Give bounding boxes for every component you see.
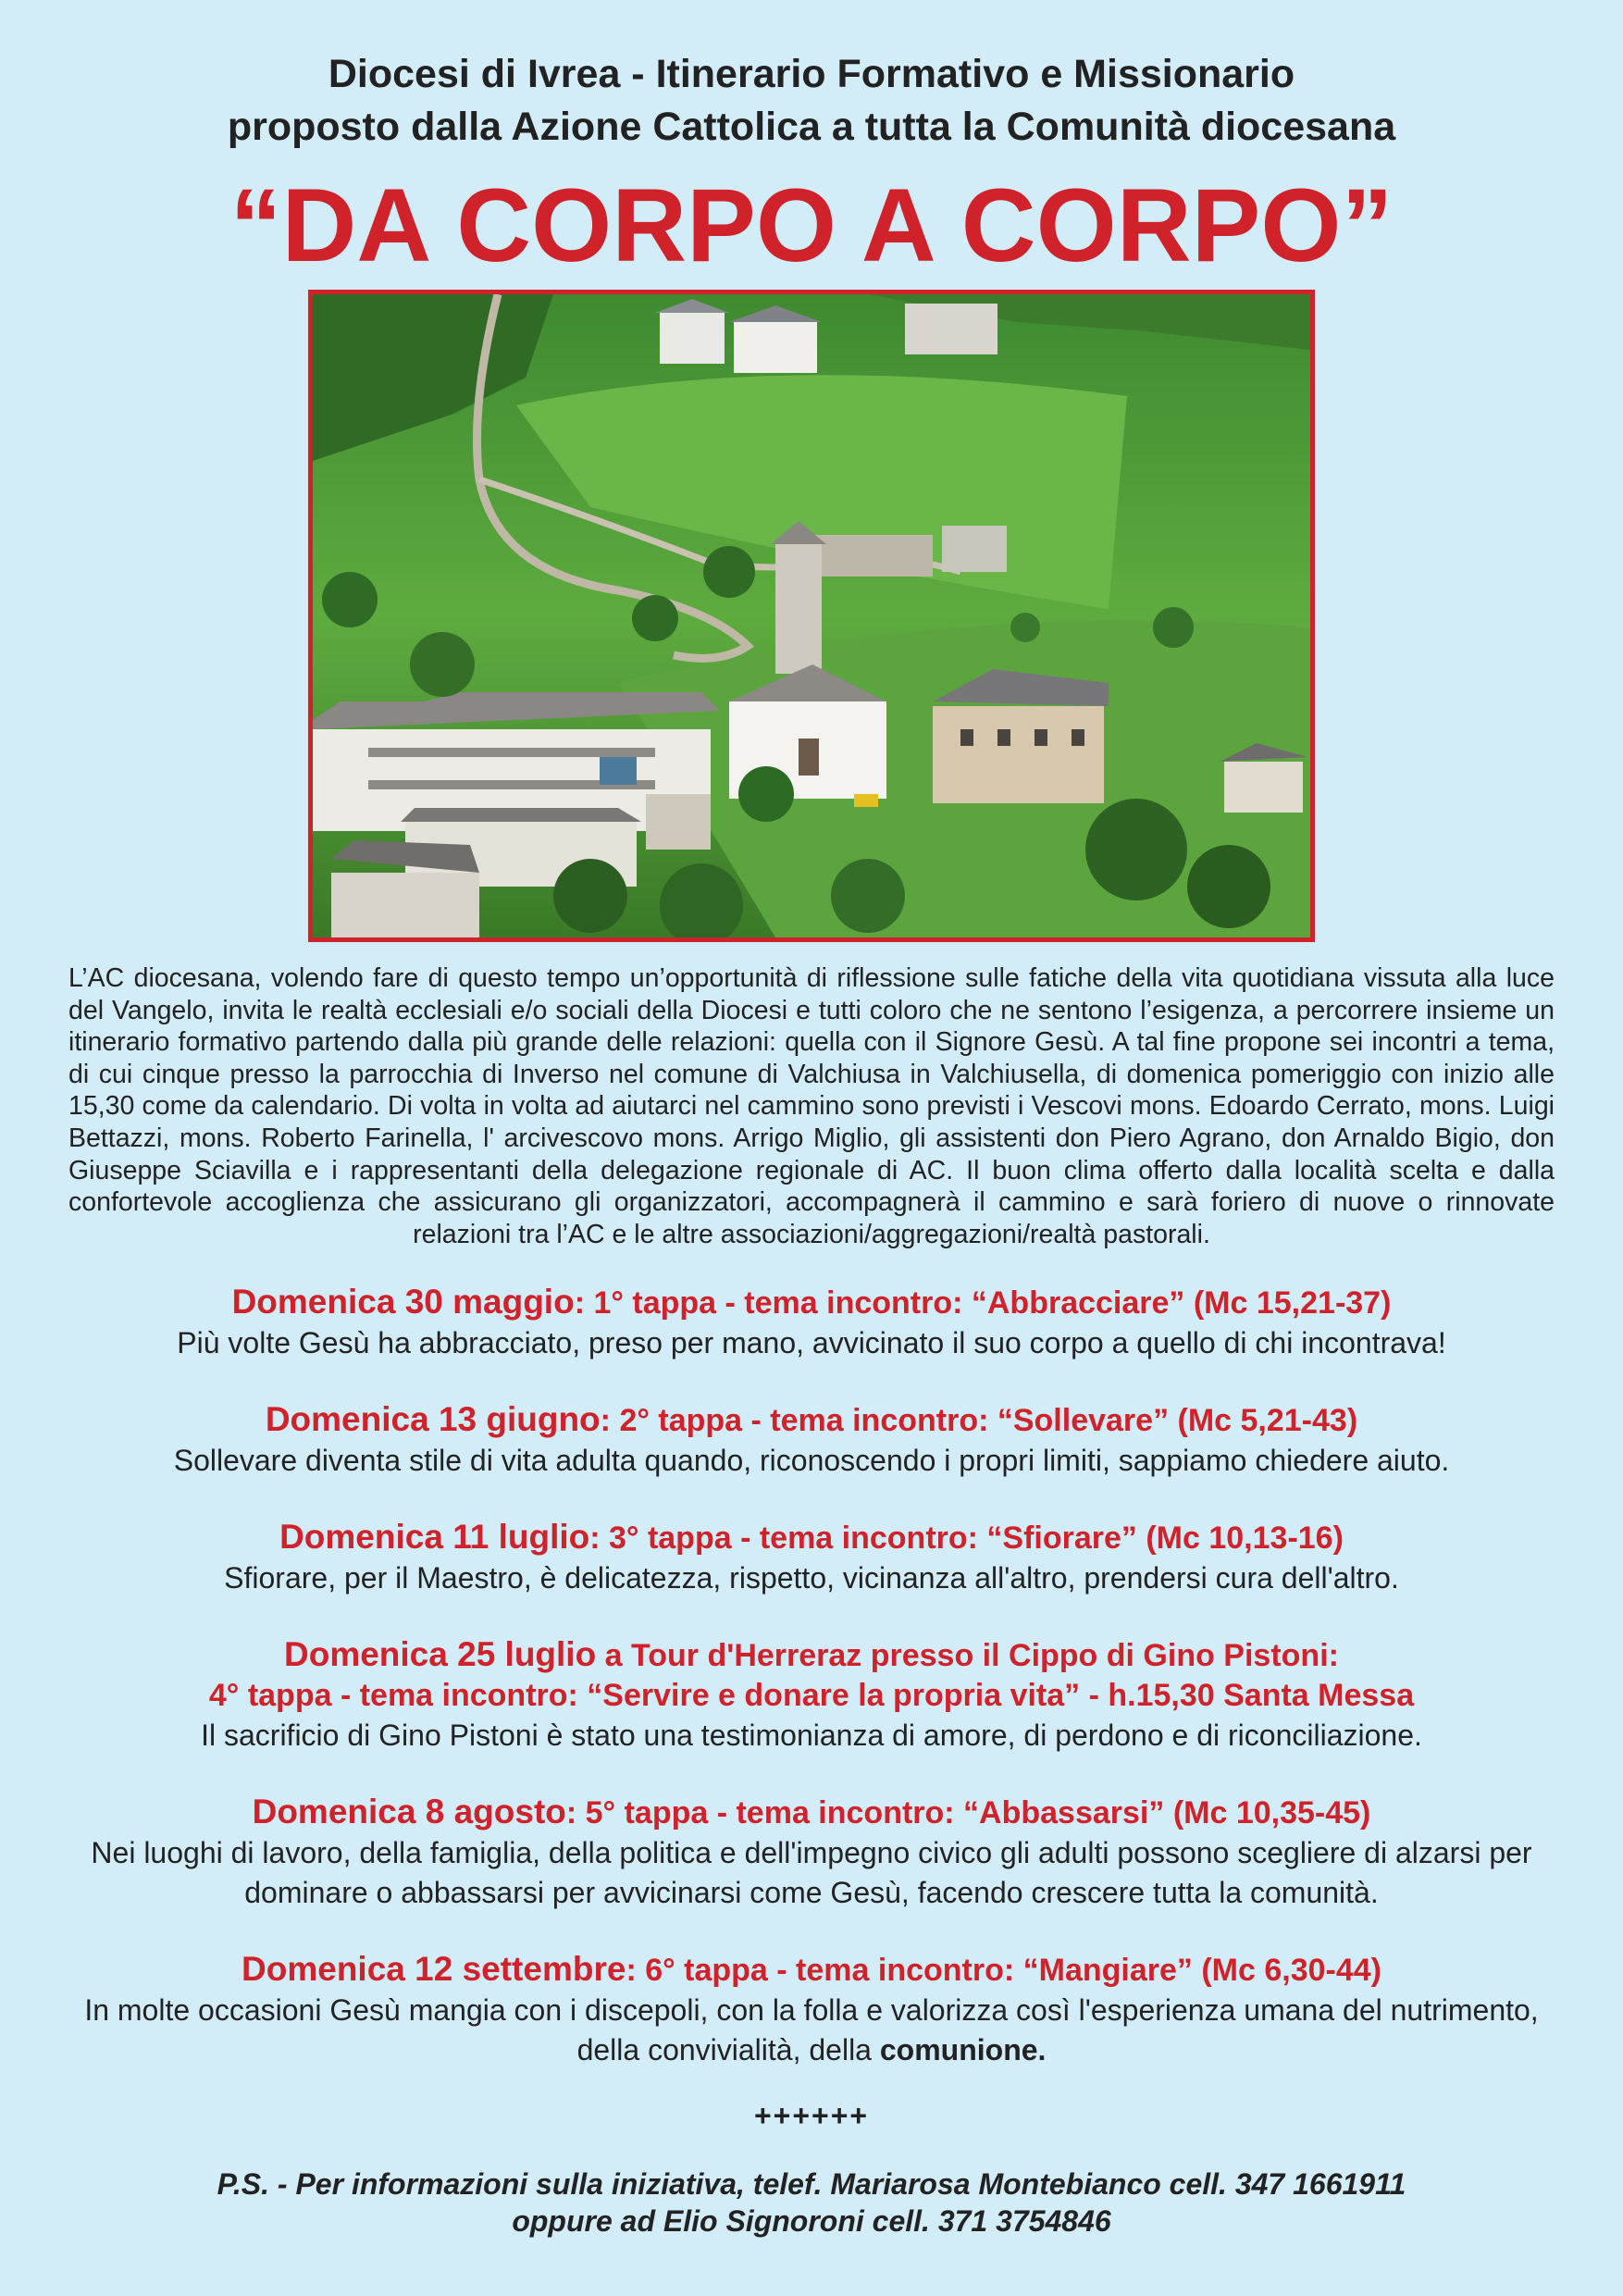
village-photo-illustration bbox=[313, 294, 1310, 937]
event-heading bbox=[56, 1399, 1567, 1441]
postscript-line-2: oppure ad Elio Signoroni cell. 371 3754846 bbox=[512, 2204, 1111, 2238]
event-description-text: In molte occasioni Gesù mangia con i discepoli, con la folla e valorizza così l'esperienza umana del nutrimento, della convivialità, della bbox=[84, 1993, 1539, 2066]
event-theme: 4° tappa - tema incontro: “Servire e donare la propria vita” - h.15,30 Santa Messa bbox=[208, 1678, 1415, 1713]
event-date: Domenica 8 agosto bbox=[252, 1793, 566, 1831]
event-description: Sfiorare, per il Maestro, è delicatezza, rispetto, vicinanza all'altro, prendersi cura dell'altro. bbox=[224, 1561, 1399, 1595]
event-date: Domenica 25 luglio bbox=[284, 1635, 597, 1673]
event-heading bbox=[56, 1634, 1567, 1676]
event-description: Nei luoghi di lavoro, della famiglia, della politica e dell'impegno civico gli adulti possono scegliere di alzarsi per dominare o abbassarsi per avvicinarsi come Gesù, facendo crescere tutta la comunità. bbox=[91, 1836, 1532, 1909]
event-4 bbox=[56, 1634, 1567, 1756]
event-3 bbox=[56, 1517, 1567, 1598]
event-heading bbox=[56, 1792, 1567, 1833]
event-theme: : 3° tappa - tema incontro: “Sfiorare” (Mc 10,13-16) bbox=[589, 1520, 1344, 1556]
event-5 bbox=[56, 1792, 1567, 1913]
event-location: a Tour d'Herreraz presso il Cippo di Gino Pistoni: bbox=[596, 1638, 1339, 1673]
intro-paragraph: L’AC diocesana, volendo fare di questo tempo un’opportunità di riflessione sulle fatiche della vita quotidiana vissuta alla luce del Vangelo, invita le realtà ecclesiali e/o sociali della Diocesi e tutti coloro che ne sentono l’esigenza, a percorrere insieme un itinerario formativo partendo dalla più grande delle relazioni: quella con il Signore Gesù. A tal fine propone sei incontri a tema, di cui cinque presso la parrocchia di Inverso nel comune di Valchiusa in Valchiusella, di domenica pomeriggio con inizio alle 15,30 come da calendario. Di volta in volta ad aiutarci nel cammino sono previsti i Vescovi mons. Edoardo Cerrato, mons. Luigi Bettazzi, mons. Roberto Farinella, l' arcivescovo mons. Arrigo Miglio, gli assistenti don Piero Agrano, don Arnaldo Bigio, don Giuseppe Sciavilla e i rappresentanti della delegazione regionale di AC. Il buon clima offerto dalla località scelta e dalla confortevole accoglienza che assicurano gli organizzatori, accompagnerà il cammino e sarà foriero di nuove o rinnovate relazioni tra l’AC e le altre associazioni/aggregazioni/realtà pastorali. bbox=[68, 963, 1555, 1249]
header bbox=[0, 48, 1623, 154]
event-heading bbox=[56, 1949, 1567, 1991]
village-photo bbox=[308, 290, 1315, 942]
event-theme: : 2° tappa - tema incontro: “Sollevare” (Mc 5,21-43) bbox=[600, 1403, 1358, 1438]
events-list bbox=[56, 1282, 1567, 2106]
event-heading bbox=[56, 1282, 1567, 1323]
event-description-bold: comunione. bbox=[879, 2033, 1047, 2066]
postscript-line-1: P.S. - Per informazioni sulla iniziativa, telef. Mariarosa Montebianco cell. 347 1661911 bbox=[217, 2167, 1406, 2201]
event-1 bbox=[56, 1282, 1567, 1363]
event-6 bbox=[56, 1949, 1567, 2070]
event-date: Domenica 30 maggio bbox=[231, 1283, 575, 1321]
separator: ++++++ bbox=[753, 2099, 870, 2132]
header-line-1: Diocesi di Ivrea - Itinerario Formativo e Missionario bbox=[328, 52, 1295, 96]
event-description: Più volte Gesù ha abbracciato, preso per mano, avvicinato il suo corpo a quello di chi incontrava! bbox=[177, 1326, 1446, 1359]
event-description: Sollevare diventa stile di vita adulta quando, riconoscendo i propri limiti, sappiamo chiedere aiuto. bbox=[173, 1444, 1450, 1477]
event-description: Il sacrificio di Gino Pistoni è stato una testimonianza di amore, di perdono e di riconciliazione. bbox=[201, 1719, 1422, 1752]
event-date: Domenica 13 giugno bbox=[265, 1400, 601, 1438]
event-theme: : 6° tappa - tema incontro: “Mangiare” (Mc 6,30-44) bbox=[626, 1953, 1381, 1988]
event-description bbox=[56, 1991, 1567, 2070]
event-date: Domenica 12 settembre bbox=[242, 1950, 626, 1988]
event-heading bbox=[56, 1517, 1567, 1558]
page-title: “DA CORPO A CORPO” bbox=[229, 168, 1394, 283]
event-2 bbox=[56, 1399, 1567, 1481]
header-line-2: proposto dalla Azione Cattolica a tutta la Comunità diocesana bbox=[227, 105, 1396, 149]
postscript bbox=[0, 2166, 1623, 2240]
event-theme: : 5° tappa - tema incontro: “Abbassarsi” (Mc 10,35-45) bbox=[565, 1795, 1371, 1831]
event-theme: : 1° tappa - tema incontro: “Abbracciare” (Mc 15,21-37) bbox=[574, 1285, 1392, 1321]
event-date: Domenica 11 luglio bbox=[279, 1518, 590, 1556]
